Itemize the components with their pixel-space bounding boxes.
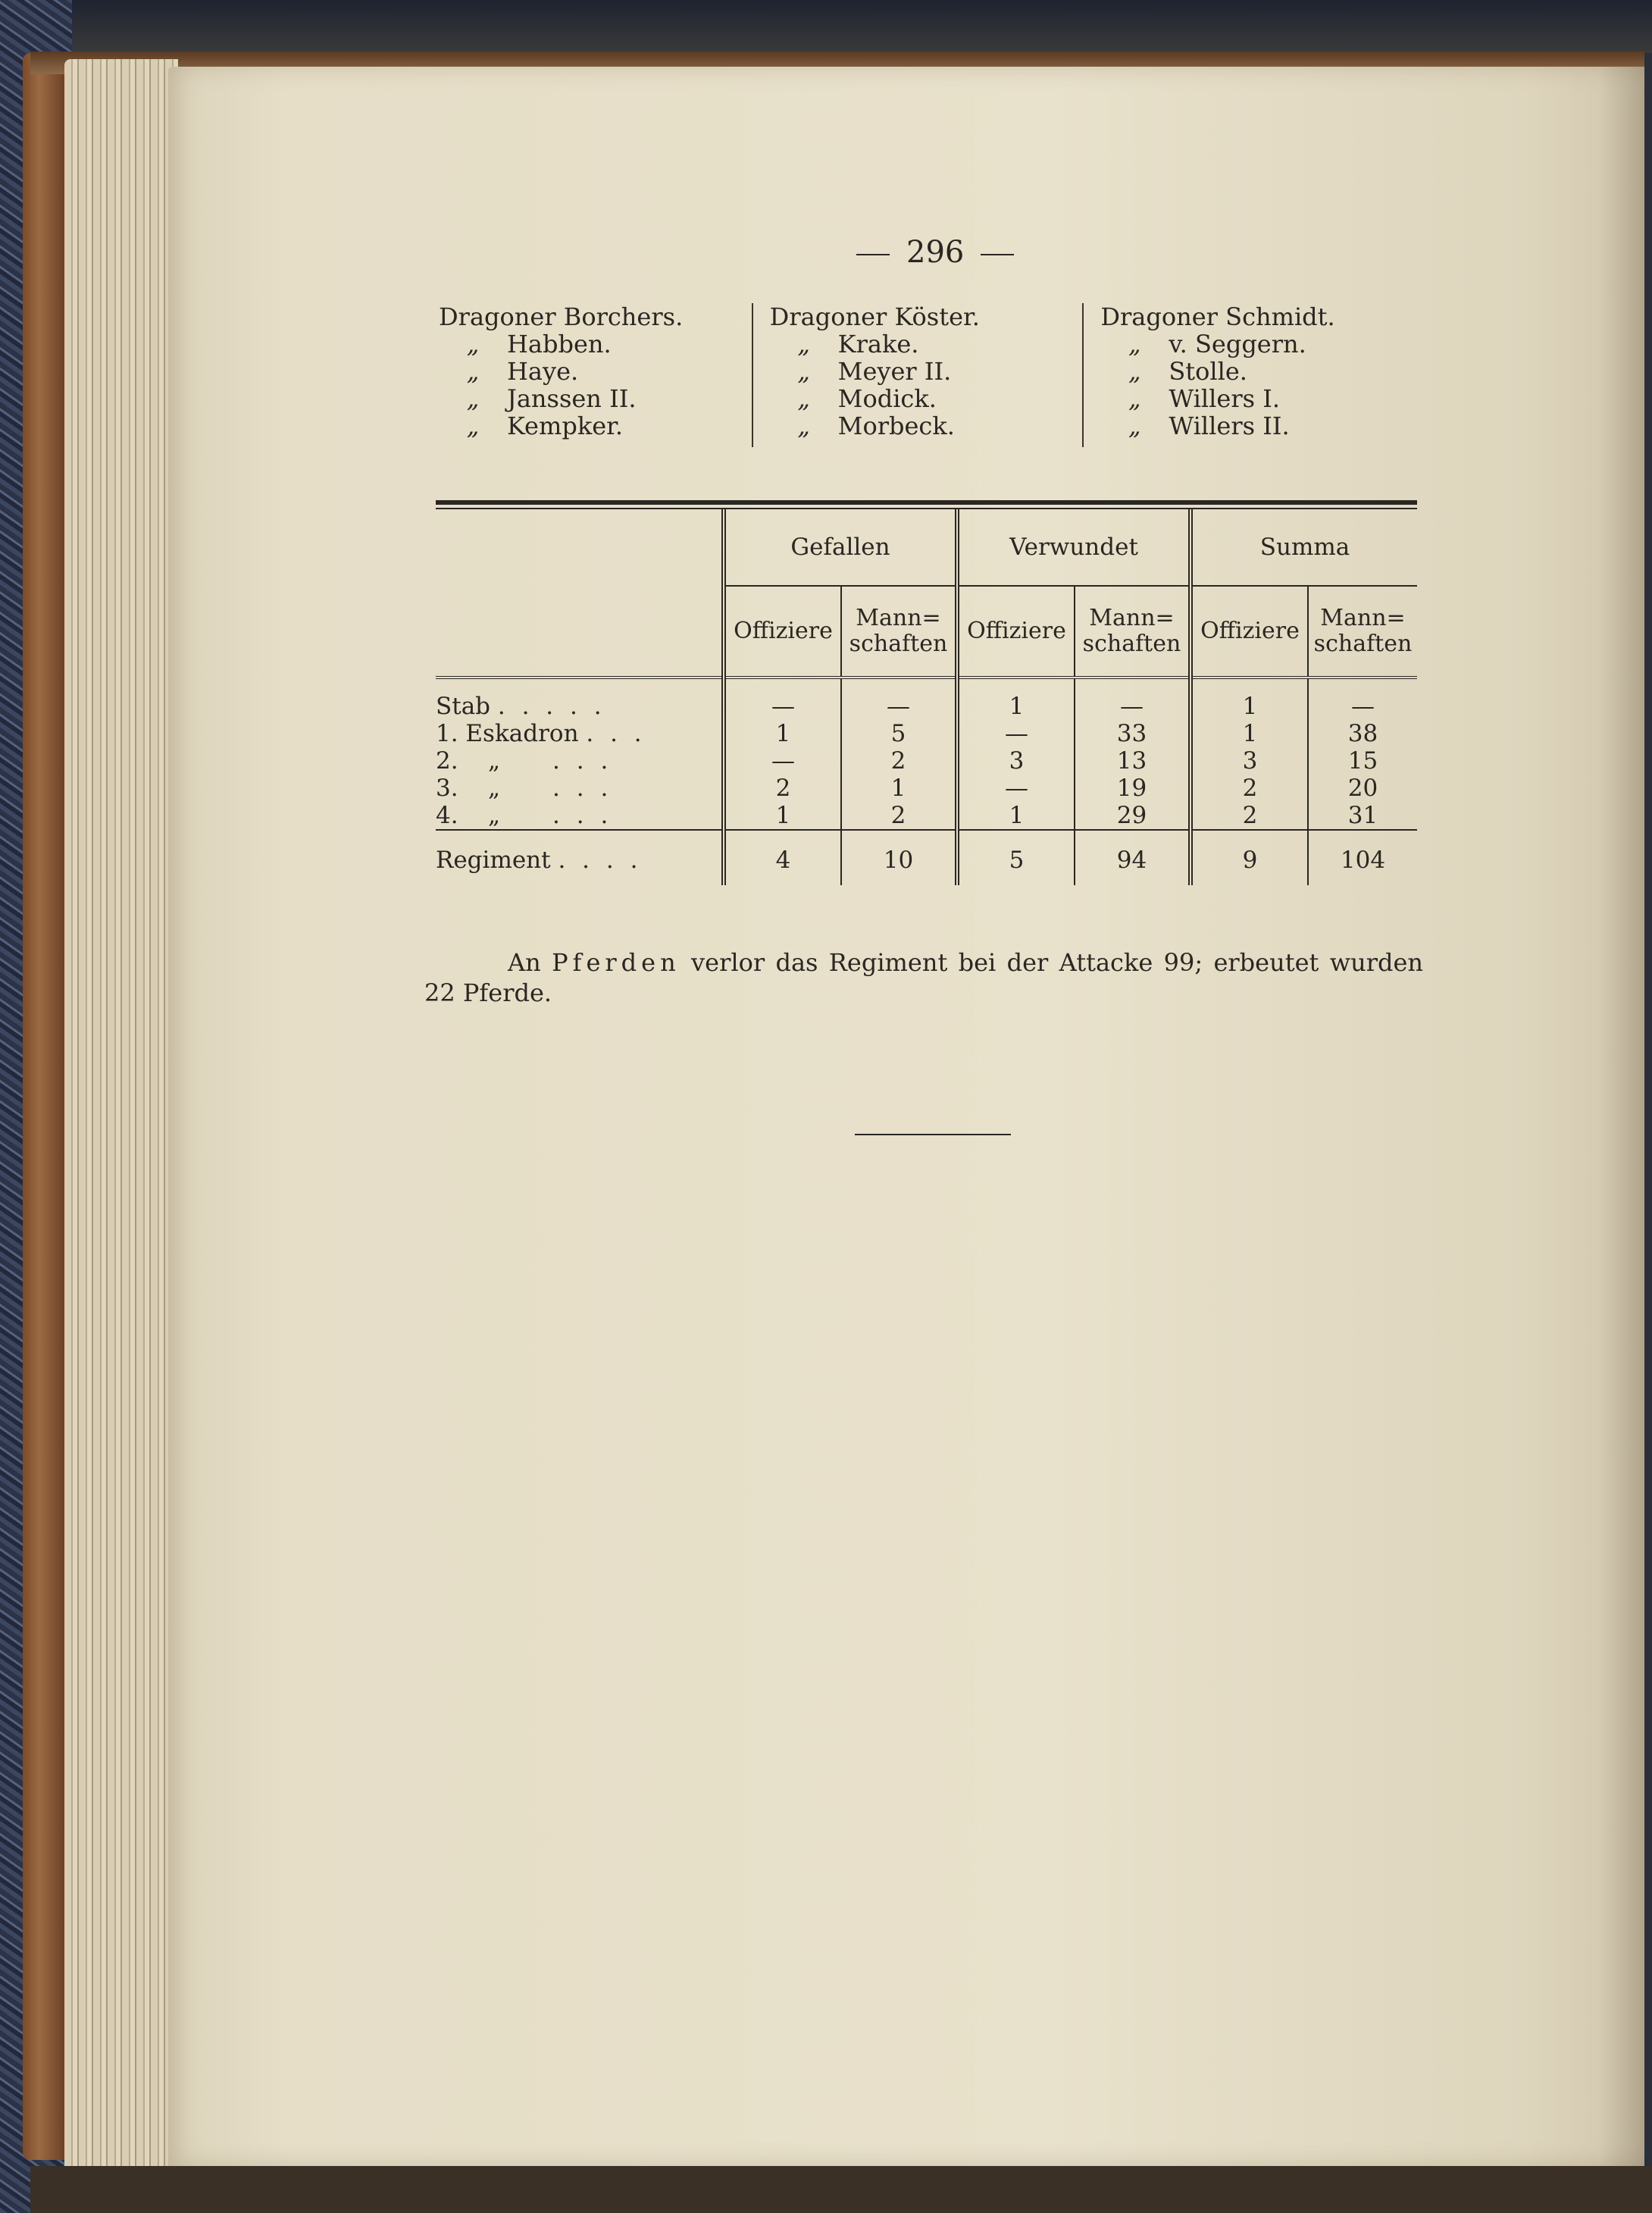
name-text: Schmidt. (1225, 302, 1335, 331)
ditto-mark: „ (797, 384, 810, 413)
ditto-mark: „ (466, 357, 480, 386)
casualty-table-grid (436, 509, 1417, 885)
cell-verwundet-officers: — (957, 775, 1075, 802)
name-row (1100, 412, 1413, 440)
horse-loss-note (424, 947, 1423, 1008)
name-text: Stolle. (1169, 357, 1247, 386)
subheader-men (1308, 586, 1417, 678)
cell-gefallen-men: 5 (841, 720, 957, 747)
cell-gefallen-men: — (841, 693, 957, 720)
name-row (1100, 358, 1413, 385)
row-label-text: 3. „ (436, 775, 501, 802)
name-column-1 (436, 303, 752, 447)
group-header-summa: Summa (1191, 509, 1417, 586)
name-row (1100, 330, 1413, 358)
cell-summa-men: 31 (1308, 802, 1417, 830)
cell-verwundet-officers: 1 (957, 693, 1075, 720)
name-row (1100, 303, 1413, 330)
total-summa-men: 104 (1308, 830, 1417, 885)
cell-summa-officers: 3 (1191, 747, 1308, 775)
page-number-text: 296 (906, 235, 965, 270)
row-label-text: 2. „ (436, 747, 501, 775)
name-prefix: Dragoner (1100, 302, 1218, 331)
note-text-end: verlor das Regiment bei der Attacke 99; erbeutet wurden 22 Pferde. (424, 948, 1424, 1007)
name-row (439, 330, 752, 358)
section-end-rule (855, 1134, 1011, 1135)
table-row (436, 747, 1417, 775)
name-row (1100, 385, 1413, 412)
cell-gefallen-officers: 1 (724, 720, 841, 747)
name-text: Janssen II. (507, 384, 637, 413)
subheader-men-line2: schaften (1082, 631, 1181, 657)
name-row (770, 330, 1083, 358)
name-text: Morbeck. (837, 412, 955, 440)
table-top-rule (436, 500, 1417, 509)
table-row (436, 775, 1417, 802)
ditto-mark: „ (466, 412, 480, 440)
subheader-men (1075, 586, 1191, 678)
note-text-start: An (508, 948, 541, 977)
cell-gefallen-officers: — (724, 747, 841, 775)
cell-gefallen-officers: — (724, 693, 841, 720)
subheader-men-line2: schaften (1313, 631, 1413, 657)
cell-summa-officers: 1 (1191, 693, 1308, 720)
casualty-name-list (436, 303, 1413, 447)
subheader-men (841, 586, 957, 678)
subheader-men-line2: schaften (849, 631, 948, 657)
page-number (840, 235, 1031, 270)
cell-verwundet-men: 33 (1075, 720, 1191, 747)
table-row (436, 802, 1417, 830)
note-spaced-word: Pferden (552, 948, 681, 977)
ditto-mark: „ (1128, 384, 1141, 413)
name-prefix: Dragoner (769, 302, 887, 331)
ditto-mark: „ (797, 330, 810, 358)
cell-verwundet-officers: — (957, 720, 1075, 747)
name-text: Willers I. (1169, 384, 1281, 413)
cell-verwundet-men: — (1075, 693, 1191, 720)
subheader-officers: Offiziere (724, 586, 841, 678)
row-label-text: 1. Eskadron (436, 720, 579, 747)
row-label-text: Stab (436, 693, 491, 720)
row-label (436, 693, 724, 720)
book-spine-edge (23, 53, 64, 2160)
name-row (439, 303, 752, 330)
subheader-men-line1: Mann= (1320, 605, 1406, 631)
name-text: Krake. (837, 330, 919, 358)
book-bottom-edge (30, 2166, 1652, 2213)
cell-summa-men: — (1308, 693, 1417, 720)
book-top-background (0, 0, 1652, 53)
group-header-verwundet: Verwundet (957, 509, 1191, 586)
name-text: Kempker. (507, 412, 624, 440)
name-text: Willers II. (1169, 412, 1290, 440)
name-column-2 (752, 303, 1083, 447)
name-row (770, 385, 1083, 412)
table-row (436, 693, 1417, 720)
casualty-table (436, 500, 1417, 885)
cell-gefallen-men: 1 (841, 775, 957, 802)
name-text: Haye. (507, 357, 579, 386)
name-text: Modick. (837, 384, 937, 413)
page-fold-shadow (1599, 67, 1644, 2166)
row-label (436, 720, 724, 747)
name-prefix: Dragoner (439, 302, 556, 331)
name-row (439, 385, 752, 412)
ditto-mark: „ (1128, 330, 1141, 358)
name-text: Meyer II. (837, 357, 952, 386)
cell-verwundet-officers: 1 (957, 802, 1075, 830)
leader-dots: . . . (552, 802, 613, 829)
leader-dots: . . . . (558, 847, 643, 874)
cell-summa-officers: 2 (1191, 775, 1308, 802)
subheader-officers: Offiziere (957, 586, 1075, 678)
subheader-men-line1: Mann= (856, 605, 941, 631)
group-header-gefallen: Gefallen (724, 509, 957, 586)
total-verwundet-men: 94 (1075, 830, 1191, 885)
cell-summa-officers: 1 (1191, 720, 1308, 747)
cell-verwundet-men: 19 (1075, 775, 1191, 802)
cell-gefallen-officers: 1 (724, 802, 841, 830)
row-label (436, 747, 724, 775)
ditto-mark: „ (797, 357, 810, 386)
name-row (770, 358, 1083, 385)
row-label-text: 4. „ (436, 802, 501, 829)
ditto-mark: „ (1128, 412, 1141, 440)
leader-dots: . . . (552, 775, 613, 802)
name-row (439, 412, 752, 440)
cell-summa-men: 15 (1308, 747, 1417, 775)
ditto-mark: „ (797, 412, 810, 440)
total-summa-officers: 9 (1191, 830, 1308, 885)
row-label-header (436, 509, 724, 678)
name-text: Habben. (507, 330, 612, 358)
cell-gefallen-officers: 2 (724, 775, 841, 802)
cell-verwundet-officers: 3 (957, 747, 1075, 775)
name-row (770, 412, 1083, 440)
cell-summa-officers: 2 (1191, 802, 1308, 830)
total-label-text: Regiment (436, 847, 551, 874)
table-total-row (436, 830, 1417, 885)
cell-gefallen-men: 2 (841, 747, 957, 775)
leader-dots: . . . . . (497, 693, 606, 720)
name-column-3 (1082, 303, 1413, 447)
total-verwundet-officers: 5 (957, 830, 1075, 885)
subheader-officers: Offiziere (1191, 586, 1308, 678)
name-row (439, 358, 752, 385)
name-text: Köster. (894, 302, 980, 331)
total-gefallen-officers: 4 (724, 830, 841, 885)
total-label (436, 830, 724, 885)
dash-left (856, 254, 890, 255)
total-gefallen-men: 10 (841, 830, 957, 885)
page-edges (64, 59, 178, 2189)
cell-summa-men: 20 (1308, 775, 1417, 802)
row-label (436, 775, 724, 802)
leader-dots: . . . (552, 747, 613, 775)
name-row (770, 303, 1083, 330)
name-text: v. Seggern. (1169, 330, 1306, 358)
ditto-mark: „ (466, 330, 480, 358)
cell-verwundet-men: 13 (1075, 747, 1191, 775)
ditto-mark: „ (1128, 357, 1141, 386)
dash-right (981, 254, 1014, 255)
subheader-men-line1: Mann= (1089, 605, 1175, 631)
cell-verwundet-men: 29 (1075, 802, 1191, 830)
table-row (436, 720, 1417, 747)
leader-dots: . . . (586, 720, 646, 747)
row-label (436, 802, 724, 830)
header-divider (436, 678, 1417, 693)
cell-summa-men: 38 (1308, 720, 1417, 747)
ditto-mark: „ (466, 384, 480, 413)
name-text: Borchers. (563, 302, 684, 331)
cell-gefallen-men: 2 (841, 802, 957, 830)
